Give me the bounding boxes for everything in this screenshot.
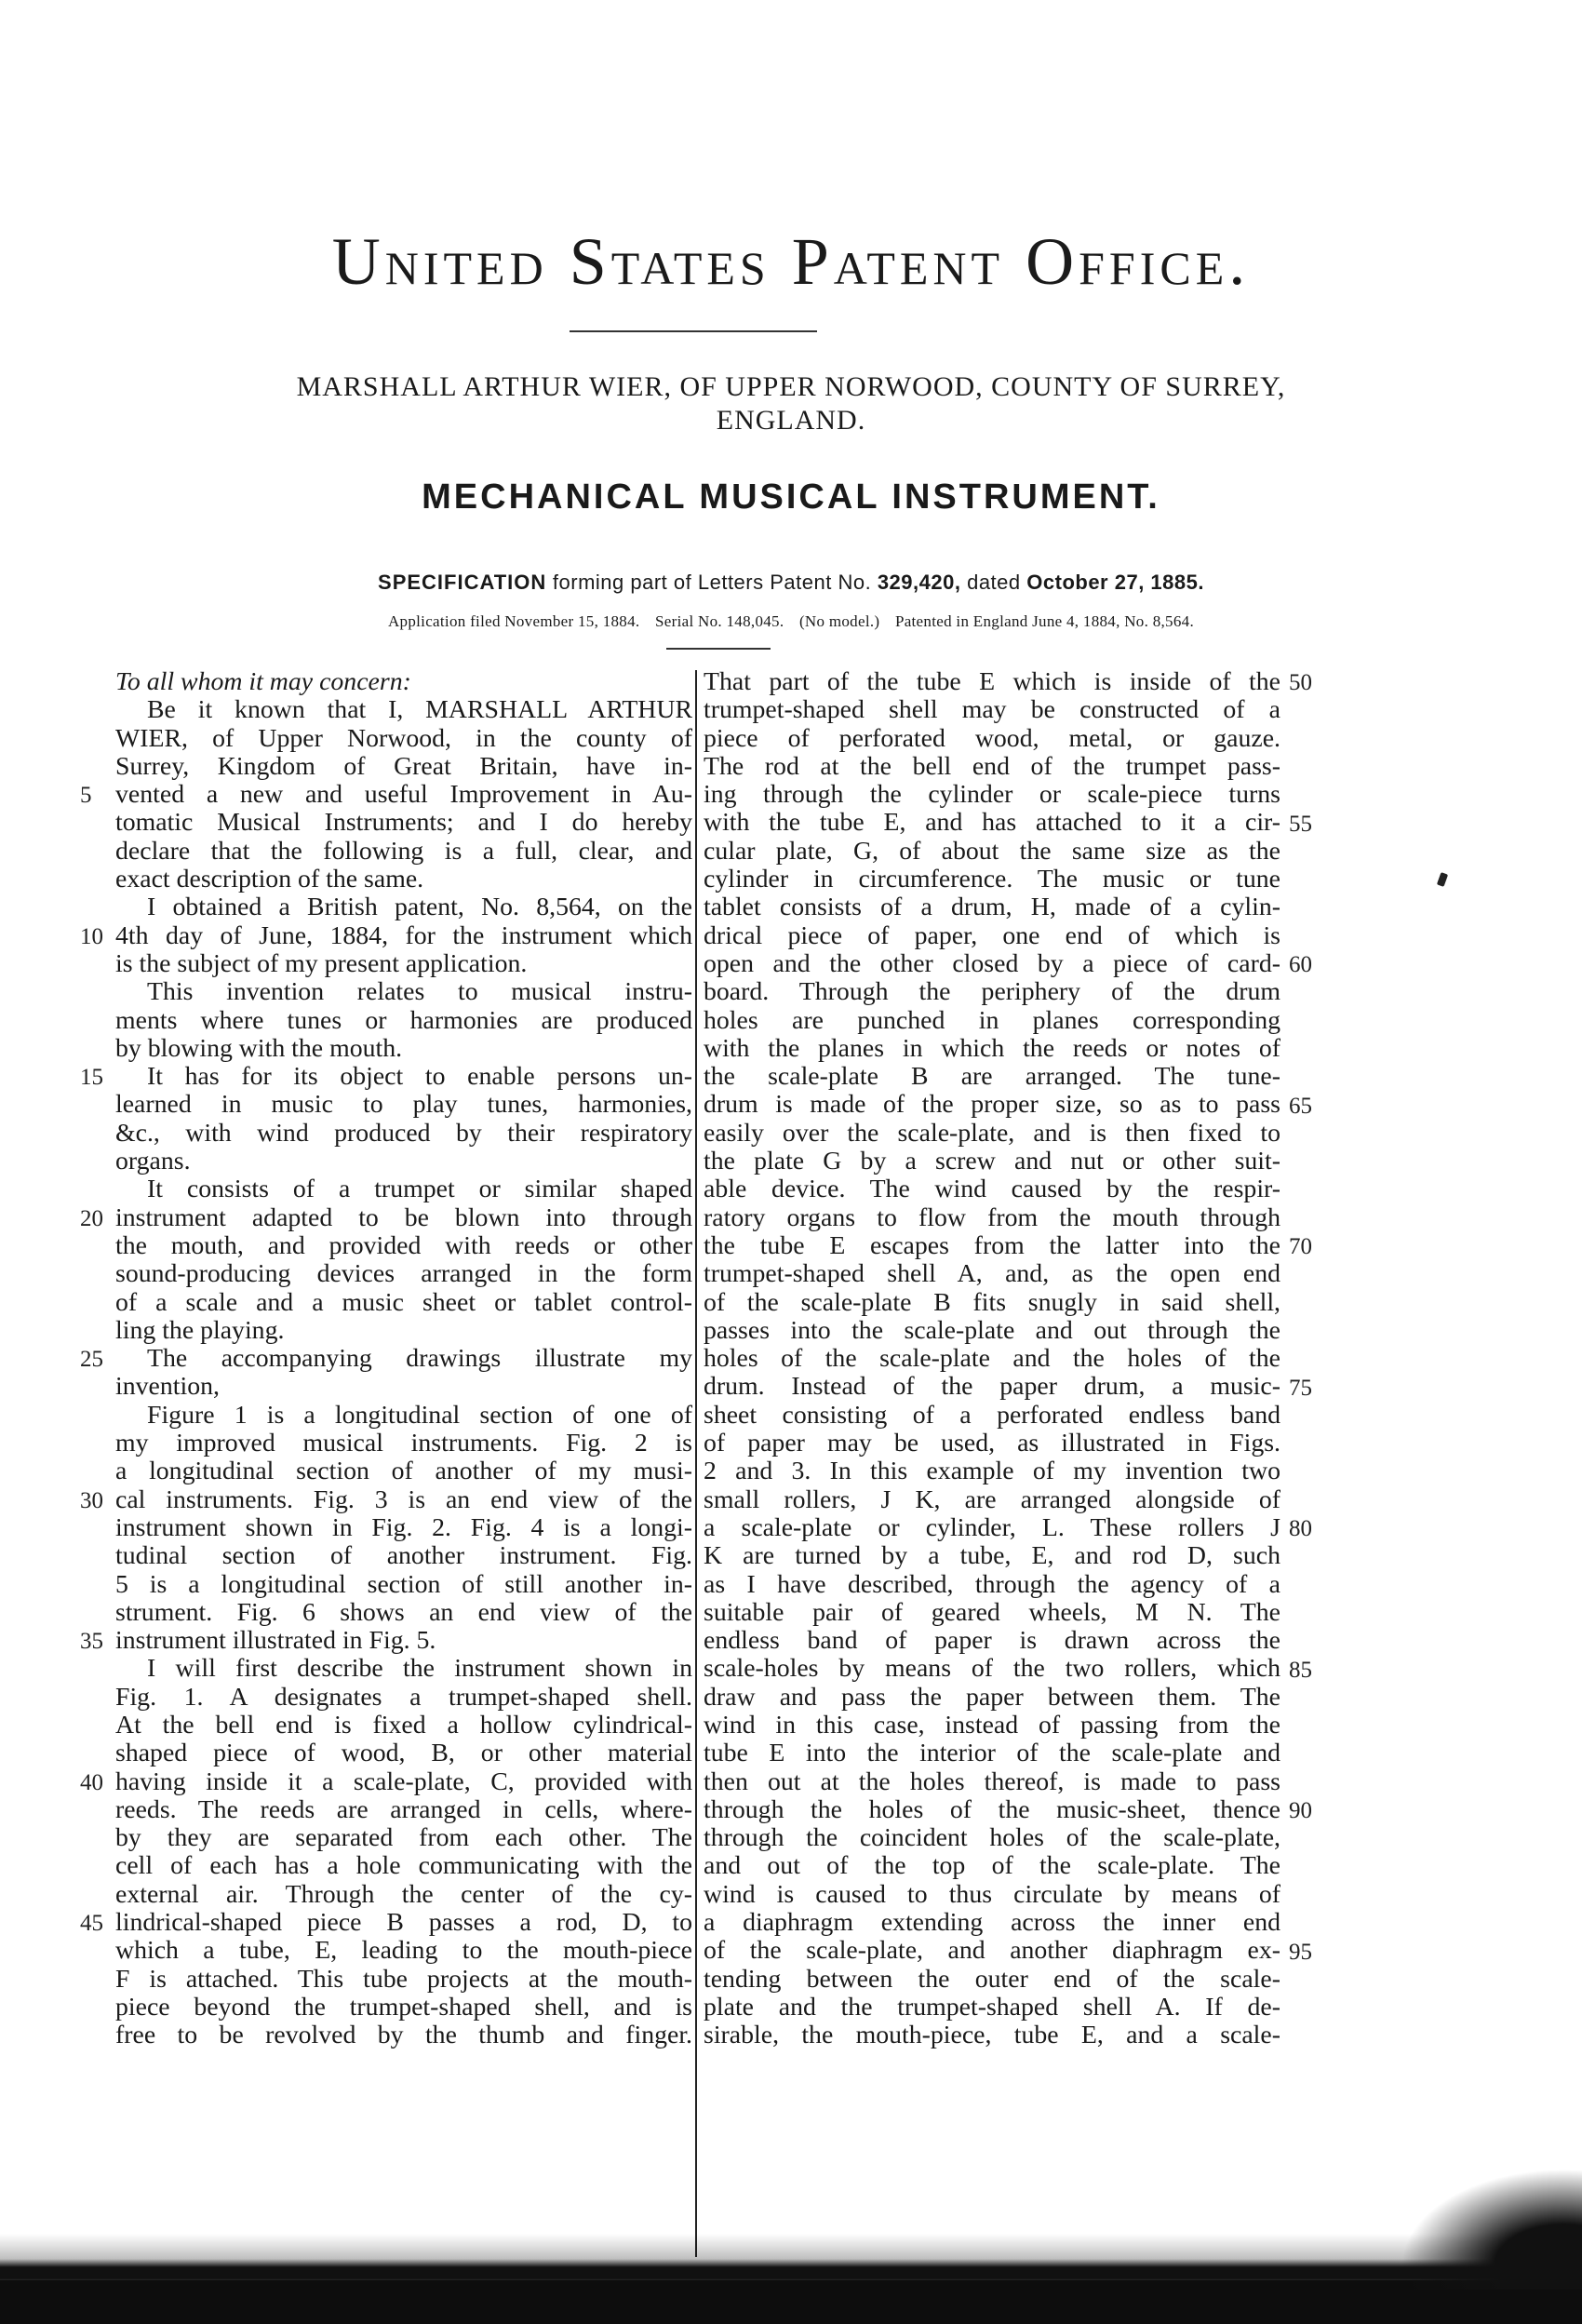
patent-date: October 27, 1885.	[1026, 571, 1204, 594]
right-column-line: wind is caused to thus circulate by means of	[704, 1880, 1280, 1909]
left-margin-line-number: 15	[80, 1065, 103, 1091]
model-note: (No model.)	[798, 612, 880, 630]
left-column-line: instrument shown in Fig. 2. Fig. 4 is a longi-	[115, 1513, 692, 1542]
left-column-line: vented a new and useful Improvement in Au-	[115, 781, 692, 810]
right-column-line: and out of the top of the scale-plate. The	[704, 1852, 1280, 1881]
right-column-line: ing through the cylinder or scale-piece turns	[704, 781, 1280, 810]
patent-number: 329,420,	[877, 571, 961, 594]
right-column-line: scale-holes by means of the two rollers, which	[704, 1655, 1280, 1684]
scan-edge-band	[0, 2280, 1582, 2324]
left-column-line: instrument adapted to be blown into through	[115, 1203, 692, 1232]
right-column-line: trumpet-shaped shell may be constructed of a	[704, 696, 1280, 725]
left-column-line: &c., with wind produced by their respiratory	[115, 1119, 692, 1148]
right-margin-line-number: 50	[1289, 670, 1312, 695]
left-margin-line-number: 20	[80, 1205, 103, 1231]
application-filed: Application filed November 15, 1884.	[387, 612, 640, 630]
right-column-line: trumpet-shaped shell A, and, as the open end	[704, 1260, 1280, 1289]
ink-speck	[1437, 872, 1448, 887]
left-column-line: lindrical-shaped piece B passes a rod, D, to	[115, 1909, 692, 1938]
left-column-line: Be it known that I, MARSHALL ARTHUR	[147, 696, 692, 725]
right-column-line: drum. Instead of the paper drum, a music-	[704, 1373, 1280, 1402]
left-margin-line-number: 10	[80, 923, 103, 949]
left-column-line: It consists of a trumpet or similar shaped	[147, 1175, 692, 1204]
left-column-line: The accompanying drawings illustrate my	[147, 1345, 692, 1374]
left-column-line: ments where tunes or harmonies are produced	[115, 1006, 692, 1035]
right-margin-line-number: 70	[1289, 1234, 1312, 1259]
office-title: United States Patent Office.	[331, 224, 1251, 299]
scan-corner-blot	[1401, 2169, 1582, 2290]
right-column-line: through the holes of the music-sheet, thence	[704, 1795, 1280, 1824]
right-margin-line-number: 95	[1289, 1939, 1312, 1965]
right-column-line: passes into the scale-plate and out through the	[704, 1316, 1280, 1345]
left-column-line: reeds. The reeds are arranged in cells, where-	[115, 1795, 692, 1824]
right-column-line: a diaphragm extending across the inner end	[704, 1909, 1280, 1938]
right-column	[704, 668, 1280, 2050]
right-column-line: ratory organs to flow from the mouth through	[704, 1203, 1280, 1232]
right-column-line: of paper may be used, as illustrated in Figs.	[704, 1430, 1280, 1458]
specification-line	[0, 571, 1582, 595]
left-column-line: piece beyond the trumpet-shaped shell, and is	[115, 1993, 692, 2022]
left-column-line: the mouth, and provided with reeds or other	[115, 1231, 692, 1260]
right-column-line: open and the other closed by a piece of card-	[704, 949, 1280, 978]
right-column-line: drical piece of paper, one end of which is	[704, 921, 1280, 950]
left-margin-line-number: 40	[80, 1769, 103, 1795]
left-column-line: having inside it a scale-plate, C, provided with	[115, 1767, 692, 1796]
left-column-line: sound-producing devices arranged in the form	[115, 1260, 692, 1289]
title-rule	[570, 330, 817, 332]
right-column-line: drum is made of the proper size, so as to pass	[704, 1091, 1280, 1120]
left-column-line: learned in music to play tunes, harmonies,	[115, 1091, 692, 1120]
left-column-line: Surrey, Kingdom of Great Britain, have in-	[115, 752, 692, 781]
right-column-line: The rod at the bell end of the trumpet pass-	[704, 752, 1280, 781]
left-column-line: I will first describe the instrument shown in	[147, 1655, 692, 1684]
left-margin-line-number: 5	[80, 783, 92, 809]
right-column-line: with the tube E, and has attached to it a cir-	[704, 809, 1280, 838]
application-info	[0, 612, 1582, 631]
left-column-line: 4th day of June, 1884, for the instrument which	[115, 921, 692, 950]
right-column-line: as I have described, through the agency of a	[704, 1570, 1280, 1599]
left-column-line: shaped piece of wood, B, or other material	[115, 1740, 692, 1768]
left-column-line: strument. Fig. 6 shows an end view of the	[115, 1598, 692, 1627]
right-margin-line-number: 55	[1289, 811, 1312, 837]
left-column-line: tomatic Musical Instruments; and I do hereby	[115, 809, 692, 838]
left-column-line: At the bell end is fixed a hollow cylindrical-	[115, 1711, 692, 1740]
right-column-line: tablet consists of a drum, H, made of a cylin-	[704, 893, 1280, 922]
right-column-line: holes of the scale-plate and the holes of the	[704, 1345, 1280, 1374]
left-column	[115, 668, 692, 2050]
right-column-line: tending between the outer end of the scale-	[704, 1965, 1280, 1994]
left-margin-line-number: 45	[80, 1911, 103, 1937]
left-column-line: F is attached. This tube projects at the mouth-	[115, 1965, 692, 1994]
right-margin-line-number: 85	[1289, 1657, 1312, 1683]
right-column-line: small rollers, J K, are arranged alongside of	[704, 1485, 1280, 1514]
right-margin-line-number: 80	[1289, 1516, 1312, 1541]
right-column-line: board. Through the periphery of the drum	[704, 978, 1280, 1007]
left-column-line: 5 is a longitudinal section of still another in-	[115, 1570, 692, 1599]
left-column-line: ling the playing.	[115, 1316, 285, 1345]
left-column-line: tudinal section of another instrument. Fig.	[115, 1542, 692, 1571]
right-column-line: tube E into the interior of the scale-plate and	[704, 1740, 1280, 1768]
left-column-line: by blowing with the mouth.	[115, 1034, 403, 1063]
left-column-line: my improved musical instruments. Fig. 2 is	[115, 1430, 692, 1458]
left-column-line: a longitudinal section of another of my musi-	[115, 1458, 692, 1486]
right-column-line: then out at the holes thereof, is made to pass	[704, 1767, 1280, 1796]
inventor-line-2: ENGLAND.	[716, 405, 866, 436]
right-column-line: That part of the tube E which is inside of the	[704, 668, 1280, 696]
header-rule	[666, 648, 771, 650]
right-column-line: sheet consisting of a perforated endless band	[704, 1401, 1280, 1430]
dated-label: dated	[967, 571, 1021, 594]
right-margin-line-number: 65	[1289, 1093, 1312, 1119]
right-margin-line-number: 75	[1289, 1375, 1312, 1401]
right-column-line: the plate G by a screw and nut or other suit-	[704, 1148, 1280, 1176]
subject-title: MECHANICAL MUSICAL INSTRUMENT.	[422, 477, 1160, 517]
left-column-line: is the subject of my present application.	[115, 949, 528, 978]
english-patent: Patented in England June 4, 1884, No. 8,564.	[894, 612, 1194, 630]
left-column-line: This invention relates to musical instru-	[147, 978, 692, 1007]
right-column-line: piece of perforated wood, metal, or gauze.	[704, 724, 1280, 753]
right-column-line: plate and the trumpet-shaped shell A. If de-	[704, 1993, 1280, 2022]
left-column-line: To all whom it may concern:	[115, 668, 411, 696]
left-column-line: cell of each has a hole communicating with the	[115, 1852, 692, 1881]
spec-lead: SPECIFICATION	[378, 571, 547, 594]
right-column-line: able device. The wind caused by the respir-	[704, 1175, 1280, 1204]
inventor-block	[0, 370, 1582, 437]
right-column-line: the tube E escapes from the latter into the	[704, 1231, 1280, 1260]
right-column-line: sirable, the mouth-piece, tube E, and a scale-	[704, 2022, 1280, 2050]
left-column-line: free to be revolved by the thumb and finger.	[115, 2022, 692, 2050]
right-column-line: cular plate, G, of about the same size as the	[704, 837, 1280, 866]
right-column-line: wind in this case, instead of passing from the	[704, 1711, 1280, 1740]
serial-number: Serial No. 148,045.	[655, 612, 784, 630]
left-column-line: I obtained a British patent, No. 8,564, on the	[147, 893, 692, 922]
left-column-line: organs.	[115, 1148, 191, 1176]
right-column-line: endless band of paper is drawn across the	[704, 1627, 1280, 1656]
column-divider	[695, 670, 697, 2257]
right-column-line: 2 and 3. In this example of my invention two	[704, 1458, 1280, 1486]
right-column-line: easily over the scale-plate, and is then fixed to	[704, 1119, 1280, 1148]
left-column-line: external air. Through the center of the cy-	[115, 1880, 692, 1909]
left-column-line: instrument illustrated in Fig. 5.	[115, 1627, 436, 1656]
left-column-line: cal instruments. Fig. 3 is an end view of the	[115, 1485, 692, 1514]
right-column-line: K are turned by a tube, E, and rod D, such	[704, 1542, 1280, 1571]
right-column-line: through the coincident holes of the scale-plate,	[704, 1824, 1280, 1853]
left-column-line: which a tube, E, leading to the mouth-piece	[115, 1937, 692, 1966]
right-column-line: of the scale-plate, and another diaphragm ex-	[704, 1937, 1280, 1966]
right-margin-line-number: 60	[1289, 952, 1312, 977]
left-column-line: exact description of the same.	[115, 866, 424, 894]
right-column-line: draw and pass the paper between them. The	[704, 1683, 1280, 1712]
right-column-line: cylinder in circumference. The music or tune	[704, 866, 1280, 894]
left-margin-line-number: 35	[80, 1629, 103, 1655]
inventor-line-1: MARSHALL ARTHUR WIER, OF UPPER NORWOOD, COUNTY OF SURREY,	[296, 371, 1286, 402]
left-column-line: Fig. 1. A designates a trumpet-shaped shell.	[115, 1683, 692, 1712]
right-column-line: suitable pair of geared wheels, M N. The	[704, 1598, 1280, 1627]
right-column-line: the scale-plate B are arranged. The tune-	[704, 1063, 1280, 1092]
left-column-line: invention,	[115, 1373, 220, 1402]
left-column-line: Figure 1 is a longitudinal section of one of	[147, 1401, 692, 1430]
left-margin-line-number: 30	[80, 1487, 103, 1513]
right-column-line: holes are punched in planes corresponding	[704, 1006, 1280, 1035]
left-column-line: declare that the following is a full, clear, and	[115, 837, 692, 866]
left-column-line: It has for its object to enable persons un-	[147, 1063, 692, 1092]
right-column-line: a scale-plate or cylinder, L. These rollers J	[704, 1513, 1280, 1542]
left-margin-line-number: 25	[80, 1347, 103, 1373]
left-column-line: WIER, of Upper Norwood, in the county of	[115, 724, 692, 753]
right-column-line: of the scale-plate B fits snugly in said shell,	[704, 1288, 1280, 1317]
spec-mid: forming part of Letters Patent No.	[552, 571, 872, 594]
left-column-line: of a scale and a music sheet or tablet control-	[115, 1288, 692, 1317]
left-column-line: by they are separated from each other. The	[115, 1824, 692, 1853]
right-margin-line-number: 90	[1289, 1798, 1312, 1823]
right-column-line: with the planes in which the reeds or notes of	[704, 1034, 1280, 1063]
